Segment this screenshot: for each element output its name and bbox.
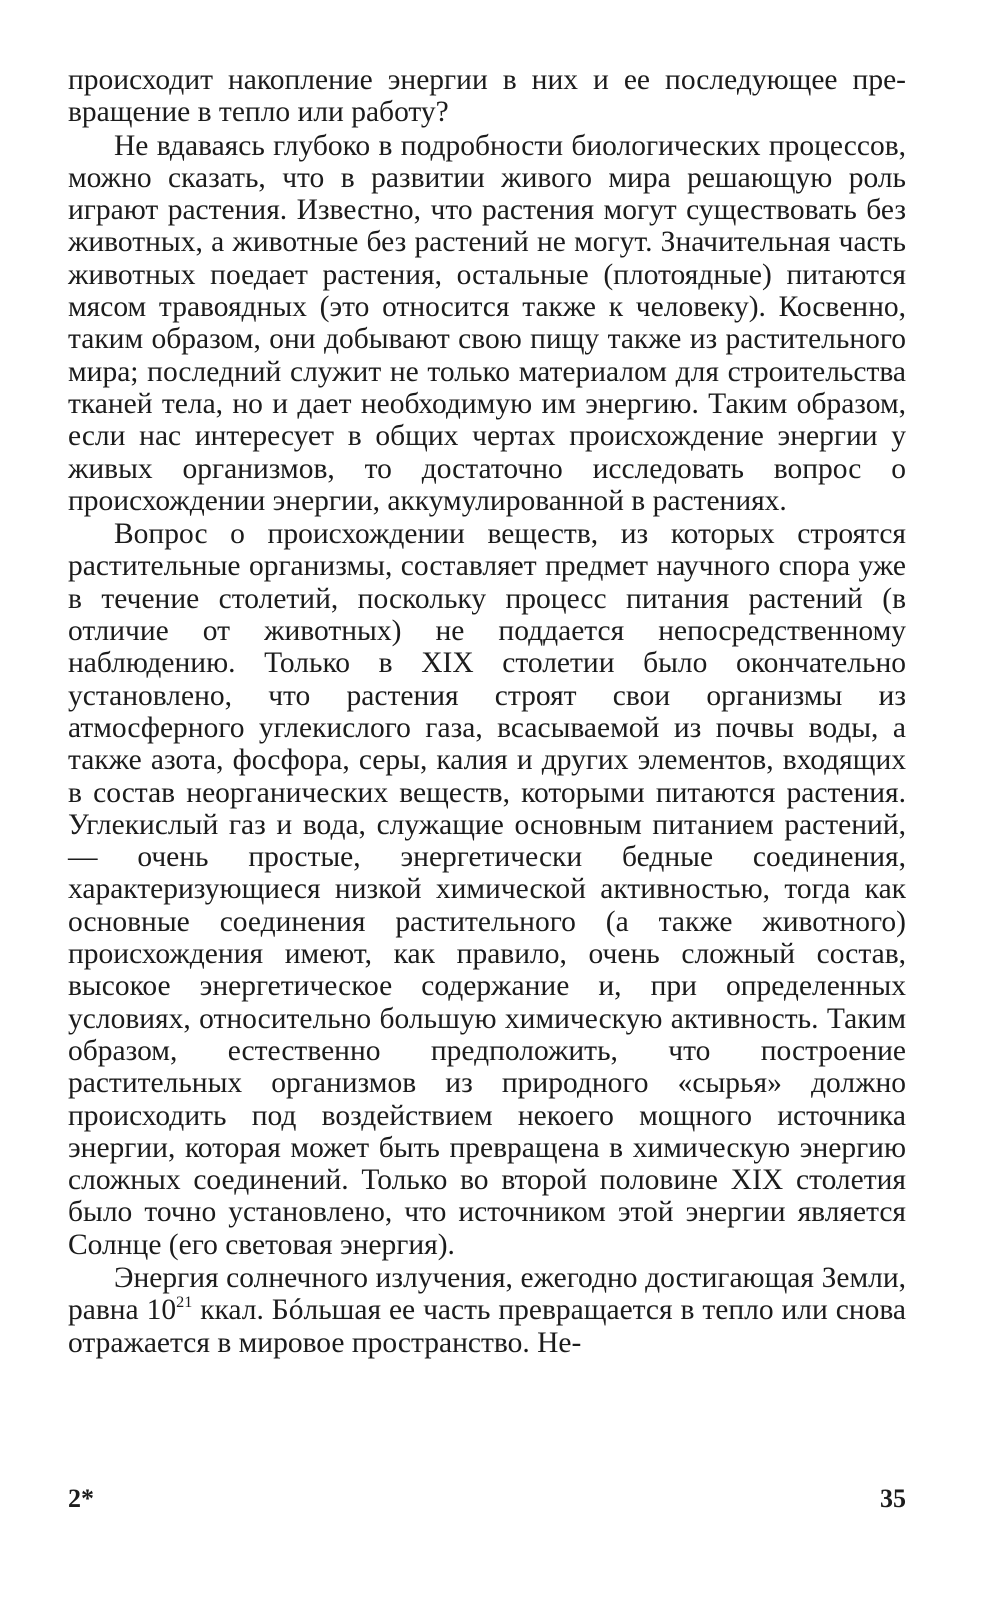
paragraph-plants-role: Не вдаваясь глубоко в подробности биологических процессов, можно сказать, что в развитии живого мира решающую роль играют растения. Известно, что растения могут существовать без животных, а животные без растений не могут. Значительная часть животных поедает растения, остальные (плотоядные) питаются мясом травоядных (это относится также к человеку). Косвенно, таким образом, они добывают свою пищу также из растительного мира; последний служит не только материалом для строительства тканей тела, но и дает необходимую им энергию. Таким образом, если нас интересует в общих чертах происхождение энергии у живых организмов, то достаточно исследовать вопрос о происхождении энергии, аккумулированной в растениях. [68,129,906,517]
paragraph-plant-nutrition: Вопрос о происхождении веществ, из которых строятся растительные организмы, составляет предмет научного спора уже в течение столетий, поскольку процесс питания растений (в отличие от животных) не поддается непосредственному наблюдению. Только в XIX столетии было окончательно установлено, что растения строят свои организмы из атмосферного углекислого газа, всасываемой из почвы воды, а также азота, фосфора, серы, калия и других элементов, входящих в состав неорганических веществ, которыми питаются растения. Углекислый газ и вода, служащие основным питанием растений, — очень простые, энергетически бедные соединения, характеризующиеся низкой химической активностью, тогда как основные соединения растительного (а также животного) происхождения имеют, как правило, очень сложный состав, высокое энергетическое содержание и, при определенных условиях, относительно большую химическую активность. Таким образом, естественно предположить, что построение растительных организмов из природного «сырья» должно происходить под воздействием некоего мощного источника энергии, которая может быть превращена в химическую энергию сложных соединений. Только во второй половине XIX столетия было точно установлено, что источником этой энергии является Солнце (его световая энергия). [68,518,906,1261]
solar-text-start: Энергия солнечного излучения, ежегодно достигающая Земли, равна 10 [68,1261,906,1327]
signature-mark: 2* [68,1484,94,1513]
page-footer [68,1484,906,1518]
page-number: 35 [880,1484,906,1513]
paragraph-solar-energy [68,1262,906,1359]
paragraph-continuation: происходит накопление энергии в них и ее последующее превращение в тепло или работу? [68,64,906,129]
solar-exponent: 21 [176,1293,193,1312]
solar-text-end: ккал. Бóльшая ее часть превращается в тепло или снова отражается в мировое пространство. Не- [68,1294,906,1359]
page-body [68,64,906,1359]
